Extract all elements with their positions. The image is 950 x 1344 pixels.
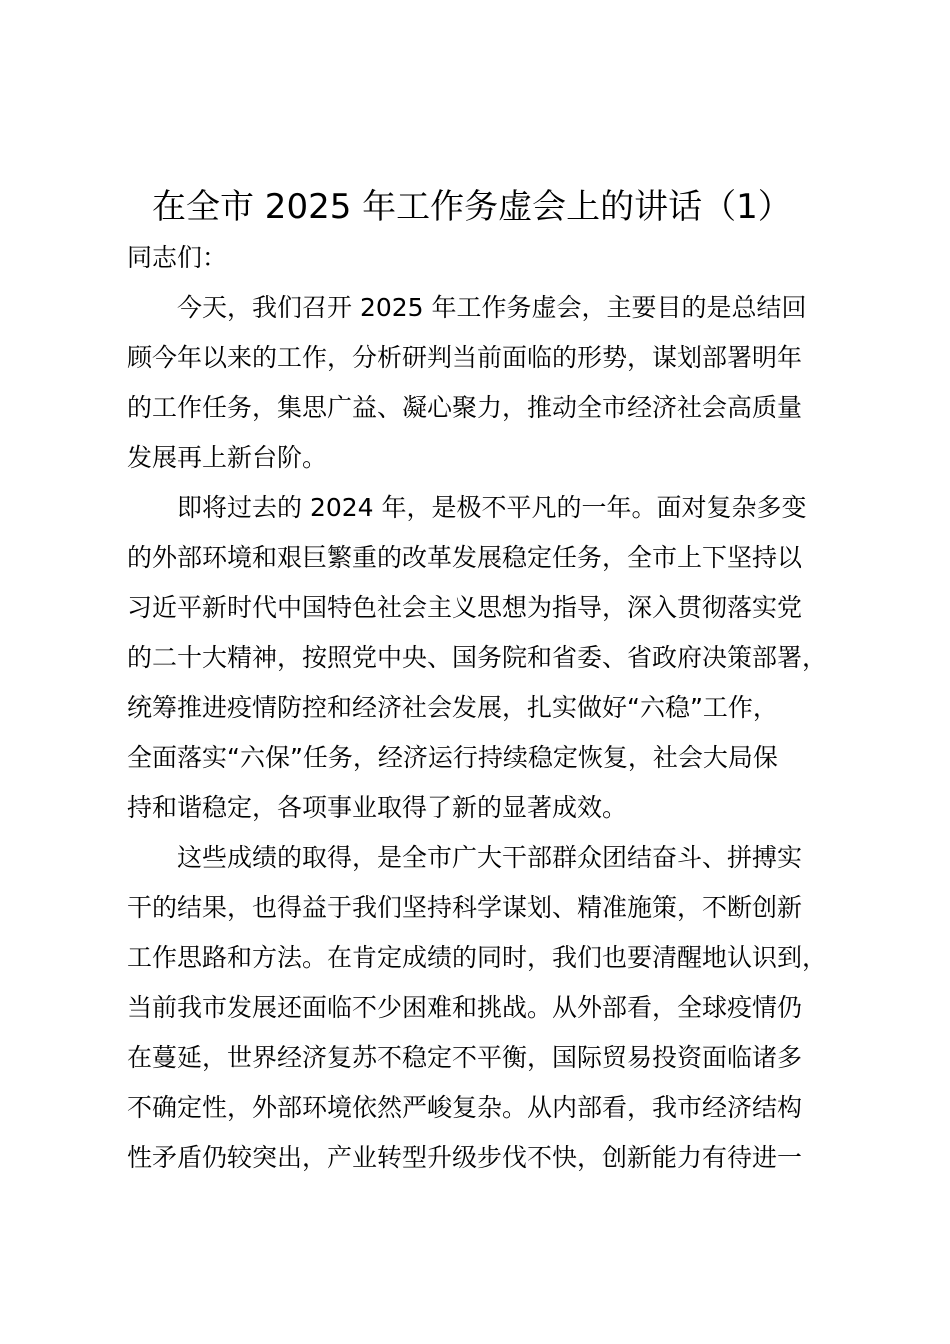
paragraph-line: 这些成绩的取得，是全市广大干部群众团结奋斗、拼搏实 [177, 843, 803, 872]
paragraph-line: 持和谐稳定，各项事业取得了新的显著成效。 [127, 793, 628, 822]
paragraph-line: 干的结果，也得益于我们坚持科学谋划、精准施策，不断创新 [127, 893, 803, 922]
paragraph-2 [127, 483, 857, 833]
document-title: 在全市 2025 年工作务虚会上的讲话（1） [152, 187, 792, 227]
paragraph-line: 习近平新时代中国特色社会主义思想为指导，深入贯彻落实党 [127, 593, 803, 622]
paragraph-line: 性矛盾仍较突出，产业转型升级步伐不快，创新能力有待进一 [127, 1143, 803, 1172]
paragraph-line: 即将过去的 2024 年，是极不平凡的一年。面对复杂多变 [177, 493, 807, 522]
paragraph-line: 的外部环境和艰巨繁重的改革发展稳定任务，全市上下坚持以 [127, 543, 803, 572]
paragraph-line: 当前我市发展还面临不少困难和挑战。从外部看，全球疫情仍 [127, 993, 803, 1022]
paragraph-line: 顾今年以来的工作，分析研判当前面临的形势，谋划部署明年 [127, 343, 803, 372]
paragraph-line: 工作思路和方法。在肯定成绩的同时，我们也要清醒地认识到， [127, 943, 828, 972]
paragraph-line: 在蔓延，世界经济复苏不稳定不平衡，国际贸易投资面临诸多 [127, 1043, 803, 1072]
paragraph-line: 全面落实“六保”任务，经济运行持续稳定恢复，社会大局保 [127, 743, 778, 772]
paragraph-line: 统筹推进疫情防控和经济社会发展，扎实做好“六稳”工作， [127, 693, 778, 722]
paragraph-1 [127, 283, 857, 483]
paragraph-3 [127, 833, 857, 1183]
paragraph-line: 不确定性，外部环境依然严峻复杂。从内部看，我市经济结构 [127, 1093, 803, 1122]
paragraph-line: 今天，我们召开 2025 年工作务虚会，主要目的是总结回 [177, 293, 807, 322]
paragraph-line: 的工作任务，集思广益、凝心聚力，推动全市经济社会高质量 [127, 393, 803, 422]
paragraph-line: 的二十大精神，按照党中央、国务院和省委、省政府决策部署， [127, 643, 828, 672]
document-body [127, 233, 857, 1183]
salutation: 同志们： [127, 243, 228, 272]
paragraph-line: 发展再上新台阶。 [127, 443, 328, 472]
